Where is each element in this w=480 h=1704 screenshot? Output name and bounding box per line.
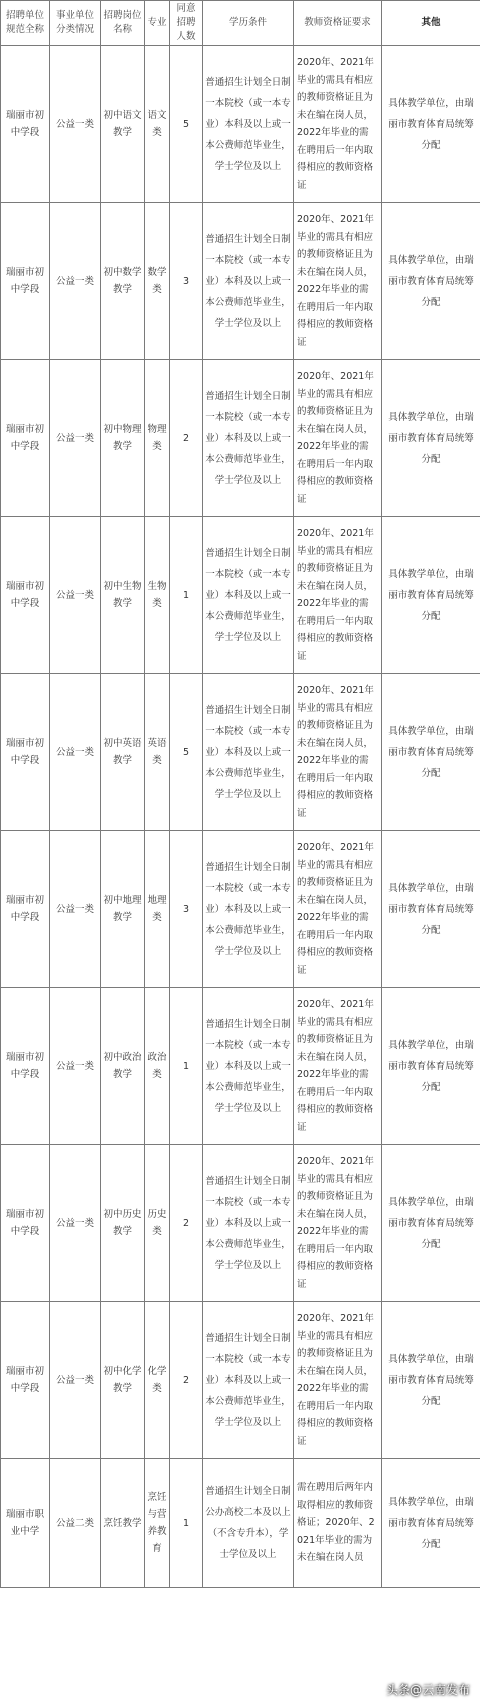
- cell-count: 1: [170, 1459, 203, 1588]
- cell-count: 2: [170, 1302, 203, 1459]
- cell-other: 具体教学单位，由瑞丽市教育体育局统筹分配: [382, 46, 480, 203]
- watermark-text: 头条@云南发布: [385, 1683, 470, 1697]
- cell-education: 普通招生计划全日制一本院校（或一本专业）本科及以上或一本公费师范毕业生，学士学位及以上: [203, 203, 294, 360]
- cell-unit: 瑞丽市初中学段: [1, 517, 50, 674]
- cell-position: 初中化学教学: [101, 1302, 145, 1459]
- header-unit: 招聘单位规范全称: [1, 1, 50, 46]
- header-category: 事业单位分类情况: [50, 1, 101, 46]
- cell-unit: 瑞丽市初中学段: [1, 674, 50, 831]
- cell-education: 普通招生计划全日制一本院校（或一本专业）本科及以上或一本公费师范毕业生，学士学位及以上: [203, 360, 294, 517]
- cell-education: 普通招生计划全日制公办高校二本及以上（不含专升本），学士学位及以上: [203, 1459, 294, 1588]
- cell-count: 1: [170, 517, 203, 674]
- cell-count: 5: [170, 674, 203, 831]
- cell-unit: 瑞丽市初中学段: [1, 203, 50, 360]
- cell-major: 政治类: [145, 988, 170, 1145]
- cell-major: 化学类: [145, 1302, 170, 1459]
- cell-unit: 瑞丽市初中学段: [1, 831, 50, 988]
- cell-education: 普通招生计划全日制一本院校（或一本专业）本科及以上或一本公费师范毕业生，学士学位及以上: [203, 1145, 294, 1302]
- cell-qualification: 2020年、2021年毕业的需具有相应的教师资格证且为未在编在岗人员，2022年毕业的需在聘用后一年内取得相应的教师资格证: [294, 674, 382, 831]
- cell-position: 初中英语教学: [101, 674, 145, 831]
- cell-count: 1: [170, 988, 203, 1145]
- cell-count: 5: [170, 46, 203, 203]
- cell-education: 普通招生计划全日制一本院校（或一本专业）本科及以上或一本公费师范毕业生，学士学位及以上: [203, 517, 294, 674]
- table-row: [1, 674, 480, 831]
- cell-position: 初中语文教学: [101, 46, 145, 203]
- cell-position: 初中政治教学: [101, 988, 145, 1145]
- cell-count: 2: [170, 360, 203, 517]
- cell-major: 地理类: [145, 831, 170, 988]
- cell-qualification: 2020年、2021年毕业的需具有相应的教师资格证且为未在编在岗人员，2022年毕业的需在聘用后一年内取得相应的教师资格证: [294, 831, 382, 988]
- cell-position: 初中生物教学: [101, 517, 145, 674]
- header-education: 学历条件: [203, 1, 294, 46]
- cell-position: 初中地理教学: [101, 831, 145, 988]
- cell-education: 普通招生计划全日制一本院校（或一本专业）本科及以上或一本公费师范毕业生，学士学位及以上: [203, 1302, 294, 1459]
- table-row: [1, 46, 480, 203]
- header-row: [1, 1, 480, 46]
- cell-position: 烹饪教学: [101, 1459, 145, 1588]
- cell-education: 普通招生计划全日制一本院校（或一本专业）本科及以上或一本公费师范毕业生，学士学位及以上: [203, 46, 294, 203]
- cell-major: 烹饪与营养教育: [145, 1459, 170, 1588]
- cell-qualification: 2020年、2021年毕业的需具有相应的教师资格证且为未在编在岗人员，2022年毕业的需在聘用后一年内取得相应的教师资格证: [294, 46, 382, 203]
- cell-other: 具体教学单位，由瑞丽市教育体育局统筹分配: [382, 1302, 480, 1459]
- cell-other: 具体教学单位，由瑞丽市教育体育局统筹分配: [382, 674, 480, 831]
- header-major: 专业: [145, 1, 170, 46]
- cell-unit: 瑞丽市初中学段: [1, 1302, 50, 1459]
- cell-other: 具体教学单位，由瑞丽市教育体育局统筹分配: [382, 360, 480, 517]
- cell-education: 普通招生计划全日制一本院校（或一本专业）本科及以上或一本公费师范毕业生，学士学位及以上: [203, 674, 294, 831]
- cell-category: 公益一类: [50, 203, 101, 360]
- table-row: [1, 203, 480, 360]
- cell-major: 物理类: [145, 360, 170, 517]
- cell-education: 普通招生计划全日制一本院校（或一本专业）本科及以上或一本公费师范毕业生，学士学位及以上: [203, 831, 294, 988]
- cell-position: 初中历史教学: [101, 1145, 145, 1302]
- cell-major: 英语类: [145, 674, 170, 831]
- cell-qualification: 2020年、2021年毕业的需具有相应的教师资格证且为未在编在岗人员，2022年毕业的需在聘用后一年内取得相应的教师资格证: [294, 1302, 382, 1459]
- cell-major: 数学类: [145, 203, 170, 360]
- cell-qualification: 2020年、2021年毕业的需具有相应的教师资格证且为未在编在岗人员，2022年毕业的需在聘用后一年内取得相应的教师资格证: [294, 988, 382, 1145]
- cell-category: 公益一类: [50, 1302, 101, 1459]
- watermark: [386, 1681, 470, 1698]
- cell-unit: 瑞丽市初中学段: [1, 46, 50, 203]
- header-position: 招聘岗位名称: [101, 1, 145, 46]
- cell-qualification: 2020年、2021年毕业的需具有相应的教师资格证且为未在编在岗人员，2022年毕业的需在聘用后一年内取得相应的教师资格证: [294, 203, 382, 360]
- table-row: [1, 831, 480, 988]
- table-row: [1, 1145, 480, 1302]
- cell-count: 2: [170, 1145, 203, 1302]
- cell-other: 具体教学单位，由瑞丽市教育体育局统筹分配: [382, 1459, 480, 1588]
- cell-unit: 瑞丽市初中学段: [1, 1145, 50, 1302]
- cell-category: 公益一类: [50, 517, 101, 674]
- cell-qualification: 2020年、2021年毕业的需具有相应的教师资格证且为未在编在岗人员，2022年毕业的需在聘用后一年内取得相应的教师资格证: [294, 1145, 382, 1302]
- cell-major: 语文类: [145, 46, 170, 203]
- cell-category: 公益一类: [50, 988, 101, 1145]
- table-row: [1, 1302, 480, 1459]
- header-other: 其他: [382, 1, 480, 46]
- cell-category: 公益一类: [50, 674, 101, 831]
- cell-qualification: 2020年、2021年毕业的需具有相应的教师资格证且为未在编在岗人员，2022年毕业的需在聘用后一年内取得相应的教师资格证: [294, 360, 382, 517]
- cell-other: 具体教学单位，由瑞丽市教育体育局统筹分配: [382, 1145, 480, 1302]
- cell-category: 公益一类: [50, 46, 101, 203]
- cell-qualification: 需在聘用后两年内取得相应的教师资格证；2020年、2021年毕业的需为未在编在岗人员: [294, 1459, 382, 1588]
- cell-other: 具体教学单位，由瑞丽市教育体育局统筹分配: [382, 517, 480, 674]
- cell-education: 普通招生计划全日制一本院校（或一本专业）本科及以上或一本公费师范毕业生，学士学位及以上: [203, 988, 294, 1145]
- cell-category: 公益一类: [50, 831, 101, 988]
- cell-category: 公益一类: [50, 360, 101, 517]
- header-qualification: 教师资格证要求: [294, 1, 382, 46]
- cell-other: 具体教学单位，由瑞丽市教育体育局统筹分配: [382, 988, 480, 1145]
- table-row: [1, 1459, 480, 1588]
- cell-count: 3: [170, 203, 203, 360]
- cell-category: 公益二类: [50, 1459, 101, 1588]
- cell-major: 生物类: [145, 517, 170, 674]
- cell-unit: 瑞丽市职业中学: [1, 1459, 50, 1588]
- table-body: [1, 46, 480, 1588]
- cell-unit: 瑞丽市初中学段: [1, 360, 50, 517]
- cell-unit: 瑞丽市初中学段: [1, 988, 50, 1145]
- table-row: [1, 988, 480, 1145]
- cell-category: 公益一类: [50, 1145, 101, 1302]
- cell-other: 具体教学单位，由瑞丽市教育体育局统筹分配: [382, 831, 480, 988]
- cell-position: 初中数学教学: [101, 203, 145, 360]
- table-row: [1, 517, 480, 674]
- cell-qualification: 2020年、2021年毕业的需具有相应的教师资格证且为未在编在岗人员，2022年毕业的需在聘用后一年内取得相应的教师资格证: [294, 517, 382, 674]
- cell-position: 初中物理教学: [101, 360, 145, 517]
- header-count: 同意招聘人数: [170, 1, 203, 46]
- cell-other: 具体教学单位，由瑞丽市教育体育局统筹分配: [382, 203, 480, 360]
- cell-count: 3: [170, 831, 203, 988]
- table-row: [1, 360, 480, 517]
- cell-major: 历史类: [145, 1145, 170, 1302]
